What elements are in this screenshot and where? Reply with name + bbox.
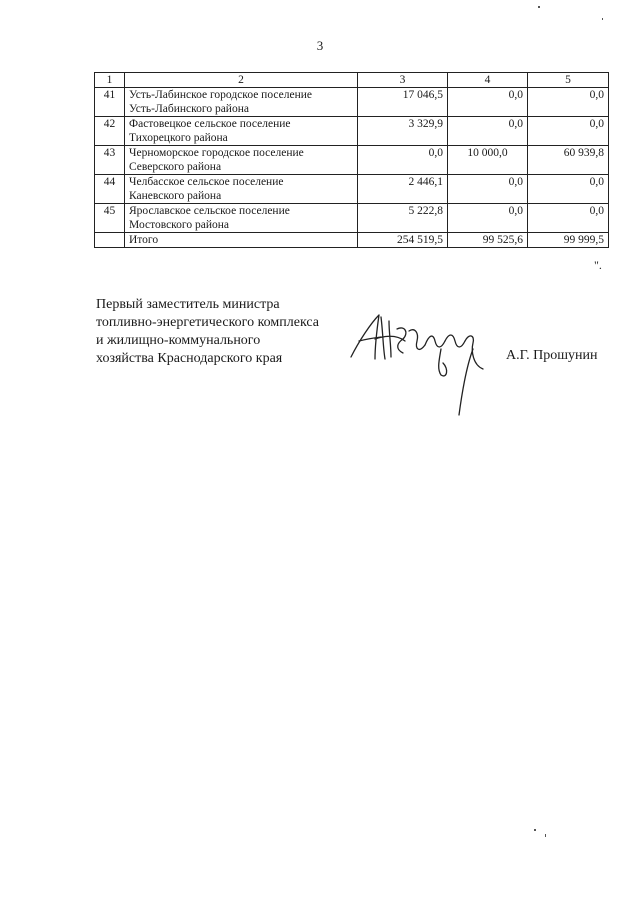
row-number: 45	[95, 204, 125, 233]
header-cell-2: 2	[125, 73, 358, 88]
signer-name: А.Г. Прошунин	[506, 348, 598, 363]
row-col5: 0,0	[528, 175, 609, 204]
header-cell-3: 3	[358, 73, 448, 88]
row-col4: 0,0	[448, 117, 528, 146]
table-total-row	[95, 233, 609, 248]
row-name-line2: Каневского района	[129, 190, 222, 202]
row-col5: 0,0	[528, 117, 609, 146]
row-col3: 3 329,9	[358, 117, 448, 146]
row-col5: 0,0	[528, 88, 609, 117]
row-col5: 0,0	[528, 204, 609, 233]
total-col4: 99 525,6	[448, 233, 528, 248]
row-col4: 0,0	[448, 204, 528, 233]
page-number: 3	[316, 38, 324, 53]
closing-quote: ".	[594, 258, 602, 272]
row-col3: 2 446,1	[358, 175, 448, 204]
signatory-title-line1: Первый заместитель министра	[96, 297, 280, 312]
total-col5: 99 999,5	[528, 233, 609, 248]
row-name	[125, 88, 358, 117]
row-col3: 0,0	[358, 146, 448, 175]
row-number: 44	[95, 175, 125, 204]
row-name	[125, 204, 358, 233]
table-row	[95, 117, 609, 146]
row-name-line2: Усть-Лабинского района	[129, 103, 249, 115]
row-col3: 5 222,8	[358, 204, 448, 233]
row-name-line2: Северского района	[129, 161, 222, 173]
row-col4: 10 000,0	[448, 146, 528, 175]
header-cell-1: 1	[95, 73, 125, 88]
row-name-line1: Фастовецкое сельское поселение	[129, 118, 291, 130]
scan-speck	[602, 18, 603, 20]
signatory-title-line3: и жилищно-коммунального	[96, 333, 261, 348]
signatory-title	[96, 296, 366, 368]
total-number-cell	[95, 233, 125, 248]
table-row	[95, 88, 609, 117]
total-label: Итого	[125, 233, 358, 248]
table-row	[95, 146, 609, 175]
row-name-line1: Черноморское городское поселение	[129, 147, 304, 159]
row-number: 42	[95, 117, 125, 146]
signatory-title-line2: топливно-энергетического комплекса	[96, 315, 319, 330]
row-col4: 0,0	[448, 88, 528, 117]
header-cell-4: 4	[448, 73, 528, 88]
data-table	[94, 72, 609, 248]
row-name-line1: Ярославское сельское поселение	[129, 205, 290, 217]
row-col4: 0,0	[448, 175, 528, 204]
row-name	[125, 146, 358, 175]
row-name	[125, 175, 358, 204]
header-cell-5: 5	[528, 73, 609, 88]
handwritten-signature	[345, 305, 505, 420]
row-name	[125, 117, 358, 146]
row-name-line2: Тихорецкого района	[129, 132, 228, 144]
table-header-row	[95, 73, 609, 88]
scan-speck	[538, 6, 540, 8]
row-number: 43	[95, 146, 125, 175]
scan-speck	[545, 834, 546, 837]
total-col3: 254 519,5	[358, 233, 448, 248]
row-col5: 60 939,8	[528, 146, 609, 175]
row-number: 41	[95, 88, 125, 117]
row-name-line1: Усть-Лабинское городское поселение	[129, 89, 312, 101]
row-col3: 17 046,5	[358, 88, 448, 117]
row-name-line1: Челбасское сельское поселение	[129, 176, 284, 188]
row-name-line2: Мостовского района	[129, 219, 229, 231]
signatory-title-line4: хозяйства Краснодарского края	[96, 351, 283, 366]
table-row	[95, 175, 609, 204]
scan-speck	[534, 829, 536, 831]
table-row	[95, 204, 609, 233]
